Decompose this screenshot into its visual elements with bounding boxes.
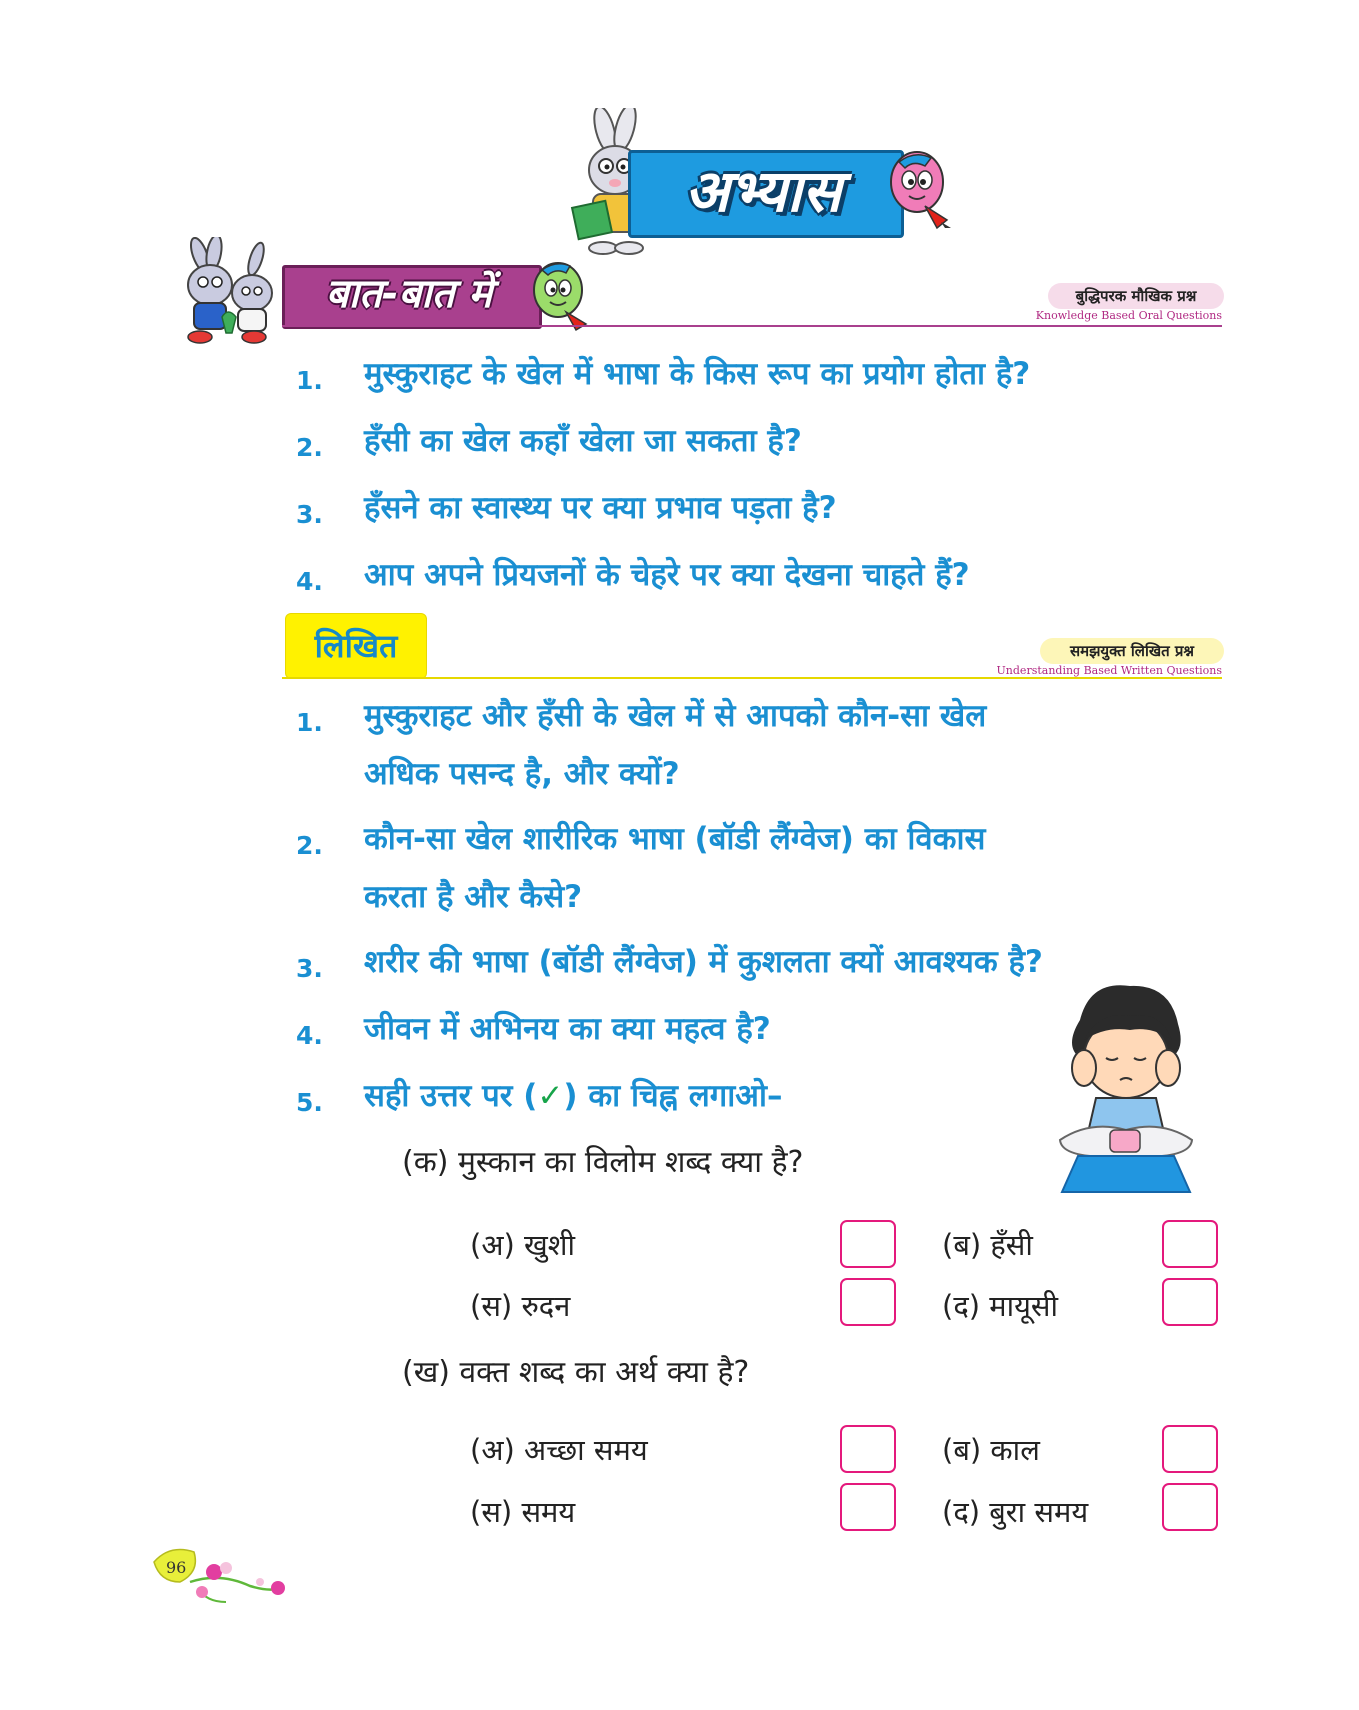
- oral-tag-english: Knowledge Based Oral Questions: [1035, 309, 1222, 322]
- mcq-option-label: (स) समय: [470, 1495, 576, 1529]
- written-section-heading: लिखित: [314, 627, 398, 665]
- written-question-number: 2.: [296, 831, 323, 860]
- mcq-option-label: (द) बुरा समय: [942, 1495, 1089, 1529]
- written-question-text: शरीर की भाषा (बॉडी लैंग्वेज) में कुशलता क्यों आवश्यक है?: [364, 944, 1043, 980]
- written-tag-english: Understanding Based Written Questions: [996, 664, 1222, 677]
- mcq-question: (ख) वक्त शब्द का अर्थ क्या है?: [402, 1355, 750, 1390]
- written-question-text: [364, 1068, 924, 1124]
- question-text-after: ) का चिह्न लगाओ–: [563, 1078, 783, 1114]
- pencil-mascot-icon: [885, 148, 957, 230]
- mcq-option-label: (स) रुदन: [470, 1289, 571, 1323]
- oral-divider: [282, 325, 1222, 327]
- oral-question-text: हँसी का खेल कहाँ खेला जा सकता है?: [364, 423, 802, 459]
- checkmark-icon: ✓: [537, 1078, 564, 1114]
- mcq-question: (क) मुस्कान का विलोम शब्द क्या है?: [402, 1145, 804, 1180]
- written-question-number: 5.: [296, 1088, 323, 1117]
- answer-checkbox[interactable]: [840, 1483, 896, 1531]
- two-rabbits-icon: [170, 237, 290, 347]
- mcq-option-label: (द) मायूसी: [942, 1289, 1059, 1323]
- mcq-option-label: (ब) हँसी: [942, 1228, 1033, 1262]
- mcq-option-label: (अ) खुशी: [470, 1228, 575, 1262]
- written-question-text: जीवन में अभिनय का क्या महत्व है?: [364, 1011, 771, 1047]
- answer-checkbox[interactable]: [1162, 1278, 1218, 1326]
- question-text-before: सही उत्तर पर (: [364, 1078, 538, 1114]
- written-divider: [282, 677, 1222, 679]
- oral-question-number: 3.: [296, 500, 323, 529]
- pencil-mascot-icon: [528, 258, 596, 332]
- page-title: अभ्यास: [684, 157, 842, 225]
- written-question-number: 4.: [296, 1021, 323, 1050]
- oral-tag-hindi: बुद्धिपरक मौखिक प्रश्न: [1048, 283, 1224, 309]
- written-question-line: कौन-सा खेल शारीरिक भाषा (बॉडी लैंग्वेज) का विकास: [364, 821, 986, 857]
- child-covering-ears-icon: [1040, 980, 1210, 1195]
- oral-question-text: मुस्कुराहट के खेल में भाषा के किस रूप का प्रयोग होता है?: [364, 356, 1031, 392]
- written-question-number: 1.: [296, 708, 323, 737]
- written-tag-hindi: समझयुक्त लिखित प्रश्न: [1040, 638, 1224, 664]
- oral-question-text: आप अपने प्रियजनों के चेहरे पर क्या देखना चाहते हैं?: [364, 557, 970, 593]
- page-number: 96: [166, 1558, 187, 1577]
- answer-checkbox[interactable]: [840, 1220, 896, 1268]
- answer-checkbox[interactable]: [840, 1278, 896, 1326]
- flower-sprig-icon: [150, 1542, 290, 1612]
- written-question-line: अधिक पसन्द है, और क्यों?: [364, 756, 680, 792]
- answer-checkbox[interactable]: [1162, 1220, 1218, 1268]
- written-question-number: 3.: [296, 954, 323, 983]
- answer-checkbox[interactable]: [1162, 1483, 1218, 1531]
- answer-checkbox[interactable]: [840, 1425, 896, 1473]
- written-question-line: मुस्कुराहट और हँसी के खेल में से आपको कौन-सा खेल: [364, 698, 987, 734]
- written-question-line: करता है और कैसे?: [364, 879, 583, 915]
- mcq-option-label: (अ) अच्छा समय: [470, 1433, 648, 1467]
- mcq-option-label: (ब) काल: [942, 1433, 1040, 1467]
- oral-question-number: 2.: [296, 433, 323, 462]
- oral-question-text: हँसने का स्वास्थ्य पर क्या प्रभाव पड़ता है?: [364, 490, 837, 526]
- oral-question-number: 4.: [296, 567, 323, 596]
- oral-question-number: 1.: [296, 366, 323, 395]
- oral-section-heading: बात-बात में: [325, 271, 493, 317]
- answer-checkbox[interactable]: [1162, 1425, 1218, 1473]
